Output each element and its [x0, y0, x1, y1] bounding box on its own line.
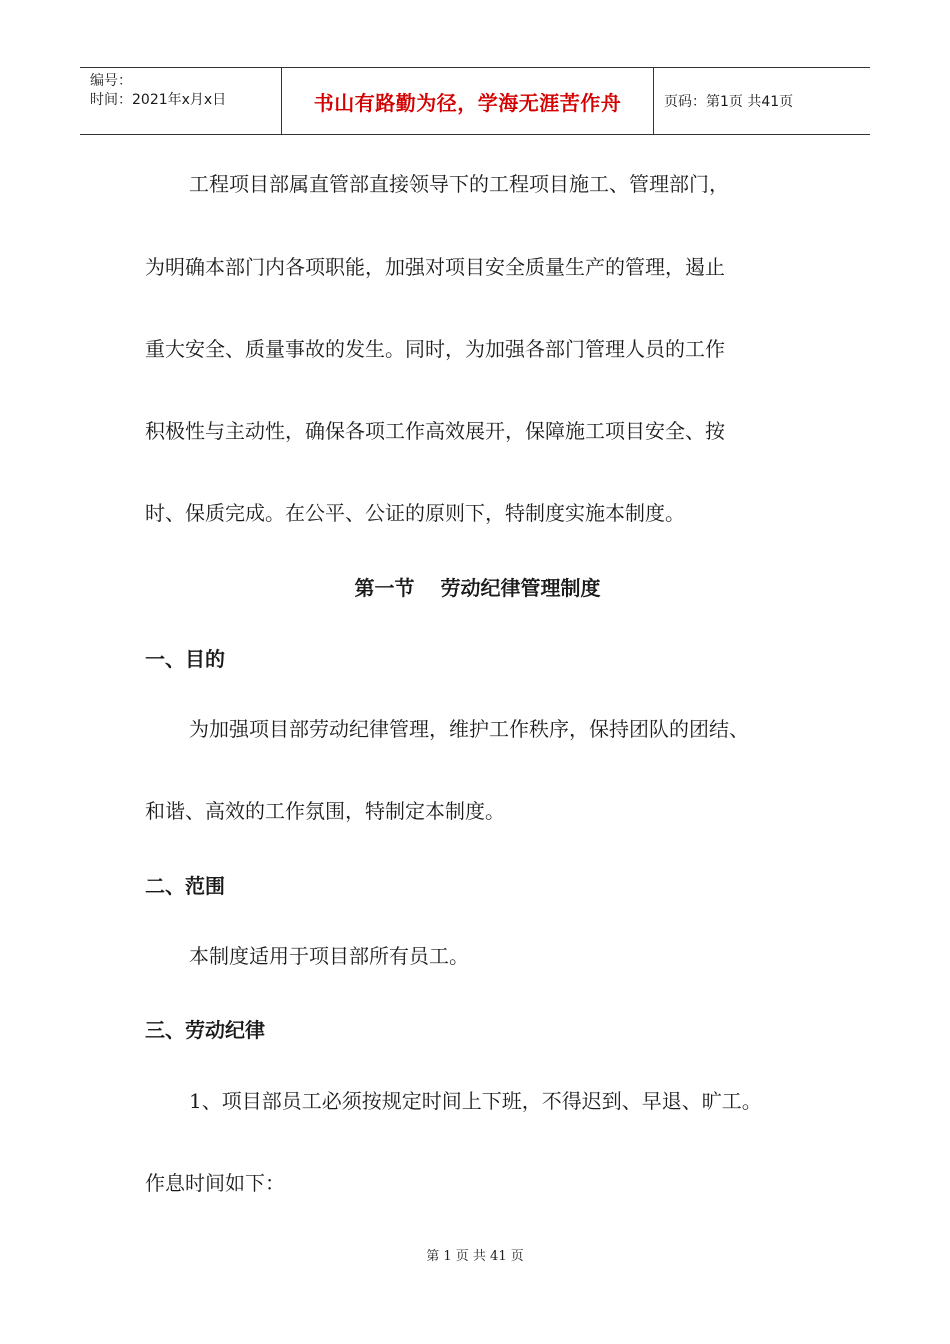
rule-line: 作息时间如下：	[145, 1171, 285, 1195]
heading-scope: 二、范围	[145, 874, 225, 898]
header-meta-cell	[80, 68, 282, 134]
page-footer: 第 1 页 共 41 页	[426, 1249, 524, 1264]
section-number: 第一节	[354, 576, 415, 600]
document-header	[80, 67, 870, 135]
purpose-line: 为加强项目部劳动纪律管理，维护工作秩序，保持团队的团结、	[189, 717, 749, 741]
intro-line: 重大安全、质量事故的发生。同时，为加强各部门管理人员的工作	[145, 337, 725, 361]
rule-line: 1、项目部员工必须按规定时间上下班，不得迟到、早退、旷工。	[189, 1089, 762, 1113]
scope-line: 本制度适用于项目部所有员工。	[189, 944, 469, 968]
purpose-line: 和谐、高效的工作氛围，特制定本制度。	[145, 799, 505, 823]
section-title	[145, 574, 810, 602]
intro-line: 为明确本部门内各项职能，加强对项目安全质量生产的管理，遏止	[145, 255, 725, 279]
document-number: 编号：	[90, 73, 132, 89]
intro-line: 积极性与主动性，确保各项工作高效展开，保障施工项目安全、按	[145, 419, 725, 443]
heading-discipline: 三、劳动纪律	[145, 1018, 265, 1042]
header-motto: 书山有路勤为径，学海无涯苦作舟	[282, 68, 654, 134]
intro-line: 时、保质完成。在公平、公证的原则下，特制度实施本制度。	[145, 501, 685, 525]
document-date: 时间：2021年x月x日	[90, 92, 227, 108]
heading-purpose: 一、目的	[145, 647, 225, 671]
intro-line: 工程项目部属直管部直接领导下的工程项目施工、管理部门，	[189, 172, 729, 196]
header-page-info: 页码：第1页 共41页	[664, 94, 794, 110]
section-name: 劳动纪律管理制度	[440, 576, 601, 600]
